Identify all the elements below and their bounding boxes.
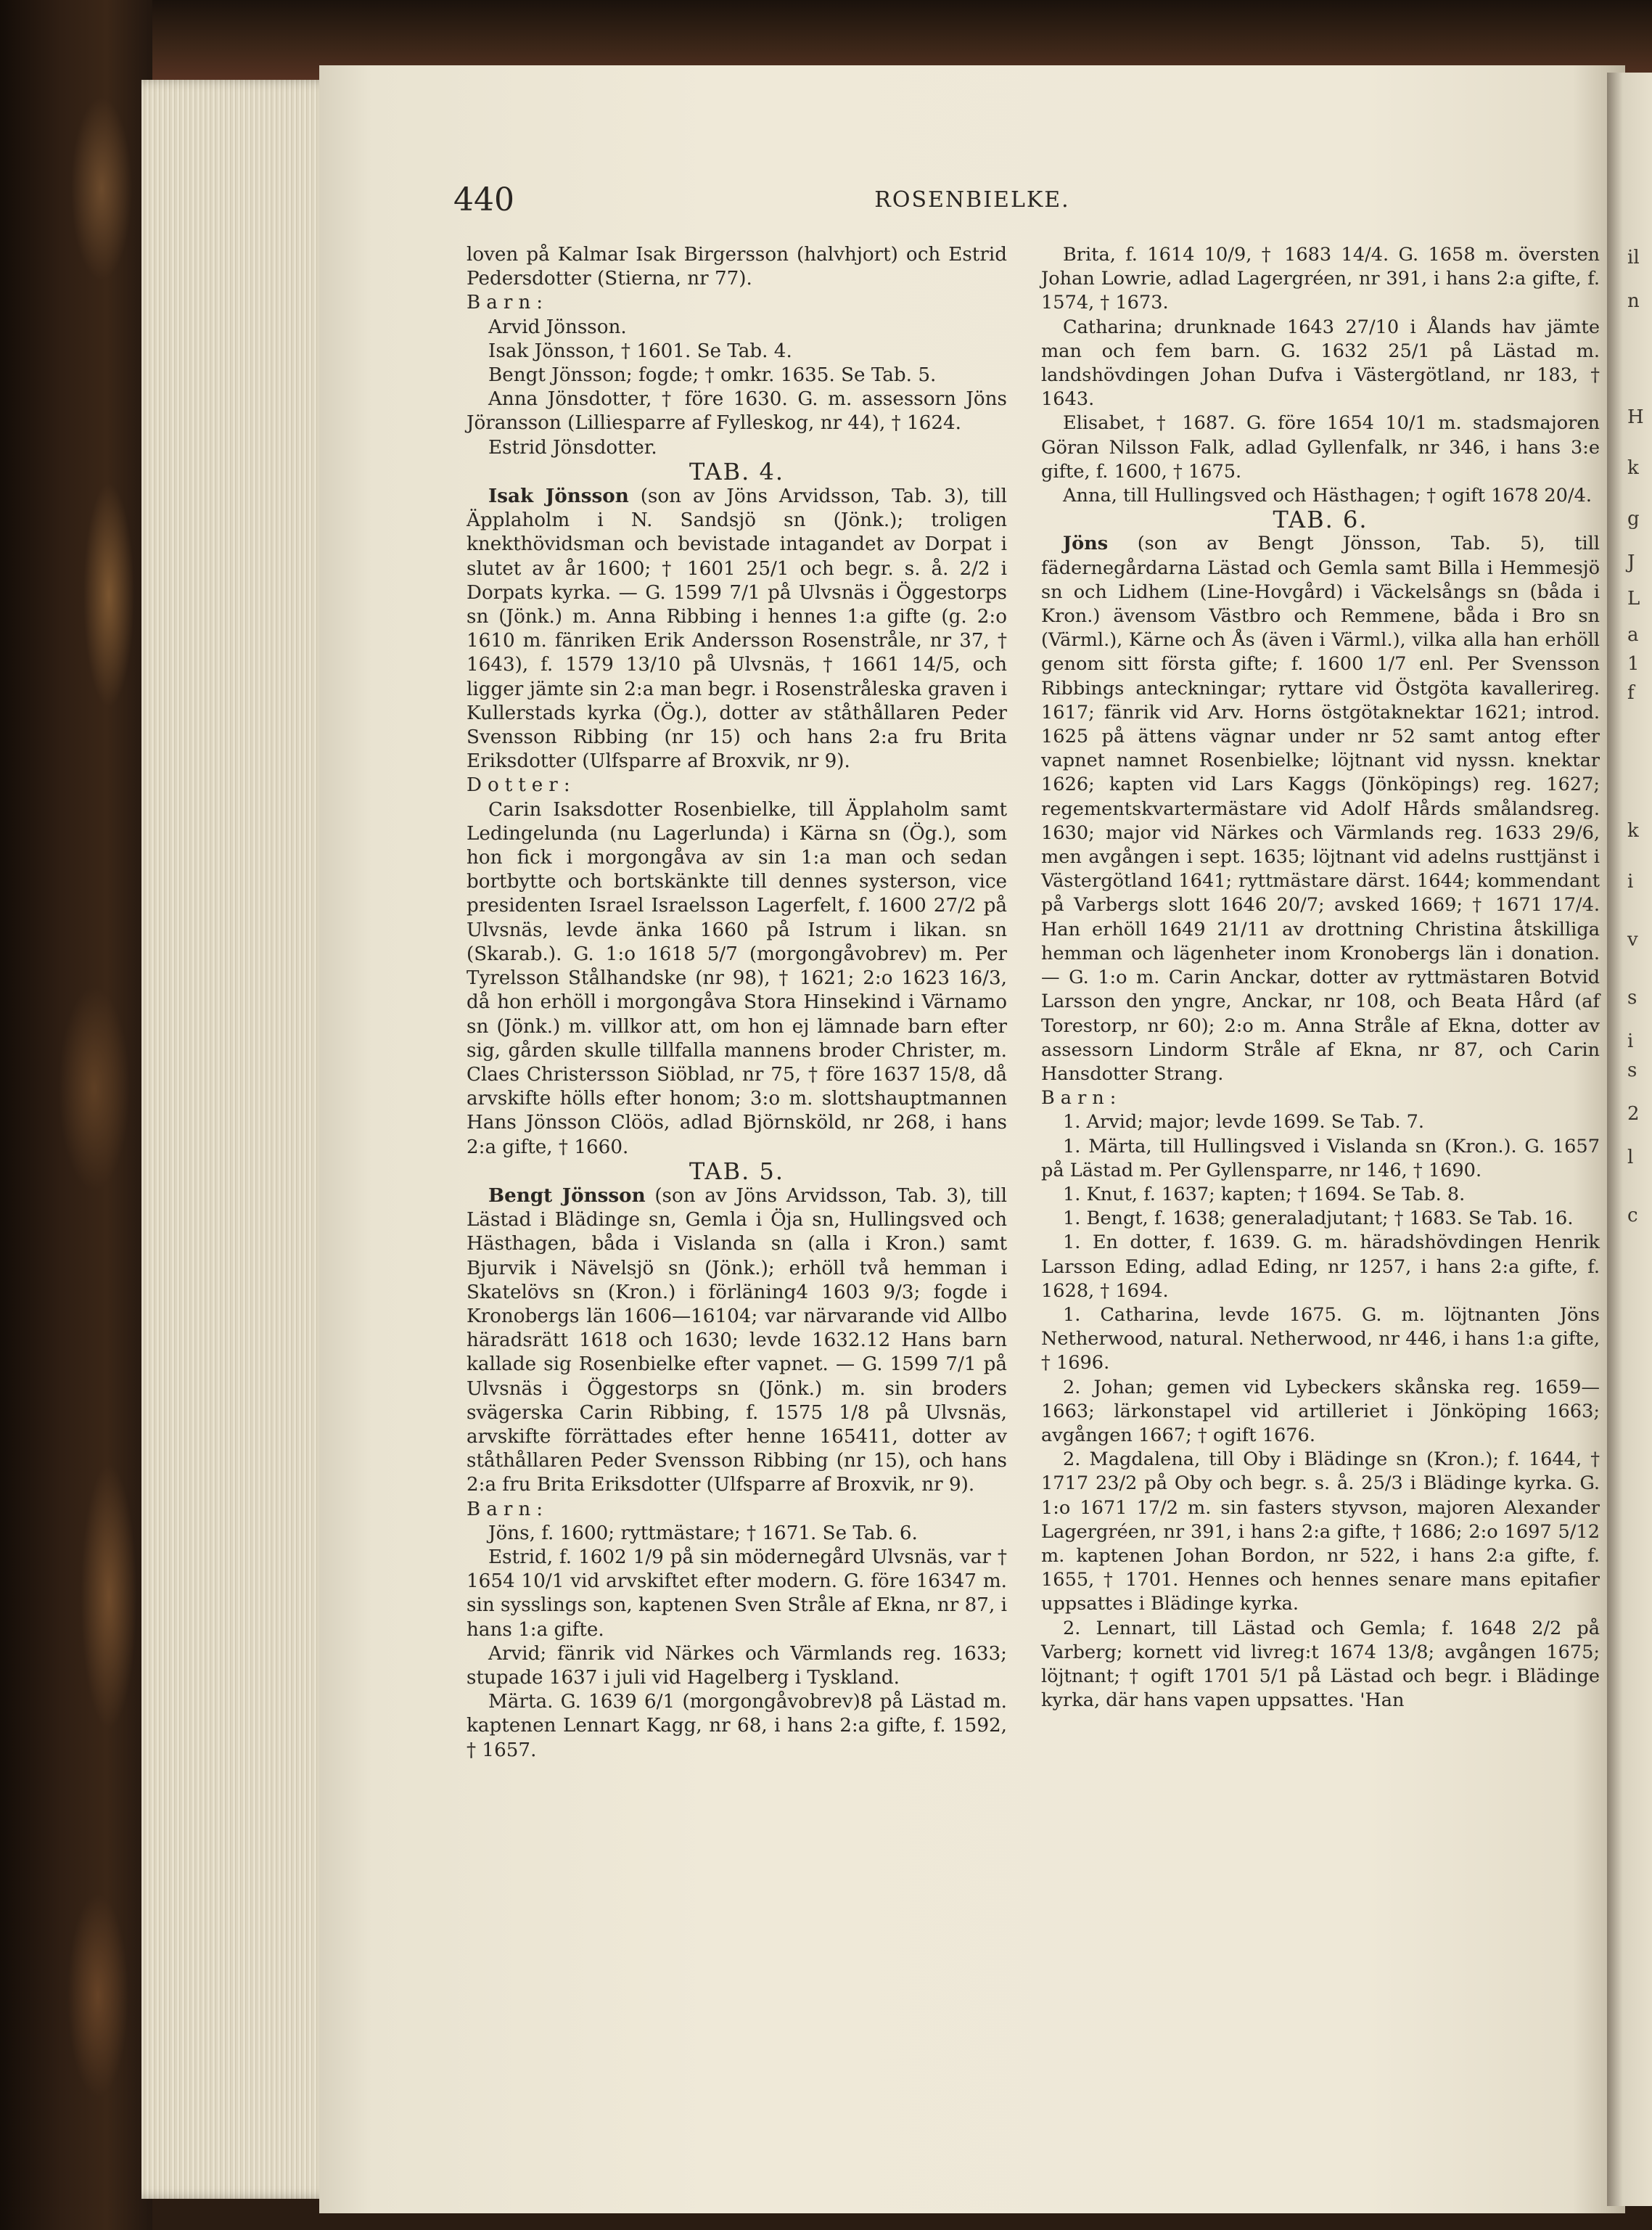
list-item: Elisabet, † 1687. G. före 1654 10/1 m. stadsmajoren Göran Nilsson Falk, adlad Gyllenfalk, nr 346, i hans 3:e gifte, f. 1600, † 1675. xyxy=(1041,412,1600,483)
entry-text: (son av Jöns Arvidsson, Tab. 3), till Lästad i Blädinge sn, Gemla i Öja sn, Hullingsved och Hästhagen, båda i Vislanda sn (alla i Kron.) samt Bjurvik i Nävelsjö sn (Jönk.); erhöll två hemman i Skatelövs sn (Kron.) i förläning4 1603 9/3; fogde i Kronobergs län 1606—16104; var närvarande vid Allbo häradsrätt 1618 och 1630; levde 1632.12 Hans barn kallade sig Rosenbielke efter vapnet. — G. 1599 7/1 på Ulvsnäs i Öggestorps sn (Jönk.) m. sin broders svägerska Carin Ribbing, f. 1575 1/8 på Ulvsnäs, arvskifte förrättades efter henne 165411, dotter av ståthållaren Peder Svensson Ribbing (nr 15), och hans 2:a fru Brita Eriksdotter (Ulfsparre af Broxvik, nr 9). xyxy=(467,1184,1008,1496)
next-page-fragment: k xyxy=(1627,820,1639,842)
section-label: Barn: xyxy=(1041,1087,1122,1110)
list-item: 2. Johan; gemen vid Lybeckers skånska reg. 1659—1663; lärkonstapel vid artilleriet i Jönköping 1663; avgången 1667; † ogift 1676. xyxy=(1041,1376,1600,1446)
page-number: 440 xyxy=(453,181,514,218)
list-item: Jöns, f. 1600; ryttmästare; † 1671. Se Tab. 6. xyxy=(488,1522,918,1544)
next-page-fragment: 1 xyxy=(1627,653,1640,675)
list-item: 2. Magdalena, till Oby i Blädinge sn (Kron.); f. 1644, † 1717 23/2 på Oby och begr. s. å. 25/3 i Blädinge kyrka. G. 1:o 1671 17/2 m. sin fasters styvson, majoren Alexander Lagergréen, nr 391, i hans 2:a gifte, † 1686; 2:o 1697 5/12 m. kaptenen Johan Bordon, nr 522, i hans 2:a gifte, f. 1655, † 1701. Hennes och hennes senare mans epitafier uppsattes i Blädinge kyrka. xyxy=(1041,1448,1600,1615)
list-item: Bengt Jönsson; fogde; † omkr. 1635. Se Tab. 5. xyxy=(488,364,937,387)
next-page-fragment: il xyxy=(1627,247,1640,268)
entry-text: (son av Jöns Arvidsson, Tab. 3), till Äpplaholm i N. Sandsjö sn (Jönk.); troligen knekthövidsman och bevistade intagandet av Dorpat i slutet av år 1600; † 1601 25/1 och begr. s. å. 2/2 i Dorpats kyrka. — G. 1599 7/1 på Ulvsnäs i Öggestorps sn (Jönk.) m. Anna Ribbing i hennes 1:a gifte (g. 2:o 1610 m. fänriken Erik Andersson Rosenstråle, nr 37, † 1643), f. 1579 13/10 på Ulvsnäs, † 1661 14/5, och ligger jämte sin 2:a man begr. i Rosenstråleska graven i Kullerstads kyrka (Ög.), dotter av ståthållaren Peder Svensson Ribbing (nr 15) och hans 2:a fru Brita Eriksdotter (Ulfsparre af Broxvik, nr 9). xyxy=(467,485,1007,773)
list-item: 1. Arvid; major; levde 1699. Se Tab. 7. xyxy=(1063,1111,1425,1134)
list-item: 1. En dotter, f. 1639. G. m. häradshövdingen Henrik Larsson Eding, adlad Eding, nr 1257, i hans 2:a gifte, f. 1628, † 1694. xyxy=(1041,1231,1600,1302)
list-item: 2. Lennart, till Lästad och Gemla; f. 1648 2/2 på Varberg; kornett vid livreg:t 1674 13/8; avgången 1675; löjtnant; † ogift 1701 5/1 på Lästad och begr. i Blädinge kyrka, där hans vapen uppsattes. 'Han xyxy=(1041,1617,1600,1712)
right-column xyxy=(1041,243,1600,1713)
running-head xyxy=(319,181,1625,225)
next-page-fragment: s xyxy=(1627,987,1637,1009)
next-page-fragment: i xyxy=(1627,871,1634,893)
next-page-fragment: a xyxy=(1627,624,1639,646)
next-page-fragment: s xyxy=(1627,1059,1637,1081)
entry-text: (son av Bengt Jönsson, Tab. 5), till fädernegårdarna Lästad och Gemla samt Billa i Hemmesjö sn och Lidhem (Line-Hovgård) i Väckelsångs sn (båda i Kron.) ävensom Västbro och Remmene, båda i Bro sn (Värml.), Kärne och Ås (även i Värml.), vilka alla han erhöll genom sitt första gifte; f. 1600 1/7 enl. Per Svensson Ribbings anteckningar; ryttare vid Östgöta kavallerireg. 1617; fänrik vid Arv. Horns östgötaknektar 1621; introd. 1625 på ättens vägnar under nr 52 samt antog efter vapnet namnet Rosenbielke; löjtnant vid nyssn. knektar 1626; kapten vid Lars Kaggs (Jönköpings) reg. 1627; regementskvartermästare vid Adolf Hårds smålandsreg. 1630; major vid Närkes och Värmlands reg. 1633 29/6, men avgången i sept. 1635; löjtnant vid adelns rusttjänst i Västergötland 1641; ryttmästare därst. 1644; kommendant på Varbergs slott 1646 20/7; avsked 1669; † 1671 17/4. Han erhöll 1649 21/11 av drottning Christina åtskilliga hemman och lägenheter inom Kronobergs län i donation. — G. 1:o m. Carin Anckar, dotter av ryttmästaren Botvid Larsson den yngre, Anckar, nr 108, och Beata Hård (af Torestorp, nr 60); 2:o m. Anna Stråle af Ekna, dotter av assessorn Lindorm Stråle af Ekna, nr 87, och Carin Hansdotter Strang. xyxy=(1041,533,1600,1085)
list-item: Anna Jönsdotter, † före 1630. G. m. assessorn Jöns Jöransson (Lilliesparre af Fylleskog, nr 44), † 1624. xyxy=(467,388,1007,435)
left-column xyxy=(467,243,1007,1763)
entry-paragraph xyxy=(1041,532,1600,1086)
table-heading: TAB. 5. xyxy=(689,1157,785,1185)
list-item: Anna, till Hullingsved och Hästhagen; † ogift 1678 20/4. xyxy=(1063,485,1592,507)
next-page-fragment: n xyxy=(1627,290,1640,312)
person-name: Isak Jönsson xyxy=(488,485,629,508)
next-page-fragment: g xyxy=(1627,508,1640,530)
list-item: Arvid; fänrik vid Närkes och Värmlands reg. 1633; stupade 1637 i juli vid Hagelberg i Tyskland. xyxy=(467,1642,1007,1689)
person-name: Bengt Jönsson xyxy=(488,1184,646,1207)
list-item: Estrid, f. 1602 1/9 på sin mödernegård Ulvsnäs, var † 1654 10/1 vid arvskiftet efter modern. G. före 16347 m. sin sysslings son, kaptenen Sven Stråle af Ekna, nr 87, i hans 1:a gifte. xyxy=(467,1546,1007,1641)
next-page-fragment: i xyxy=(1627,1030,1634,1052)
marbled-book-cover xyxy=(0,0,152,2230)
person-name: Jöns xyxy=(1063,533,1109,555)
paragraph: loven på Kalmar Isak Birgersson (halvhjort) och Estrid Pedersdotter (Stierna, nr 77). xyxy=(467,244,1007,290)
next-page-fragment: f xyxy=(1627,682,1635,704)
list-item: 1. Märta, till Hullingsved i Vislanda sn (Kron.). G. 1657 på Lästad m. Per Gyllensparre, nr 146, † 1690. xyxy=(1041,1135,1600,1181)
list-item: 1. Catharina, levde 1675. G. m. löjtnanten Jöns Netherwood, natural. Netherwood, nr 446, i hans 1:a gifte, † 1696. xyxy=(1041,1303,1600,1374)
list-item: Estrid Jönsdotter. xyxy=(488,436,657,459)
entry-paragraph xyxy=(467,484,1007,774)
next-page-fragment: L xyxy=(1627,588,1640,610)
next-page-fragment: l xyxy=(1627,1147,1634,1168)
list-item: 1. Bengt, f. 1638; generaladjutant; † 1683. Se Tab. 16. xyxy=(1063,1208,1574,1230)
section-label: Dotter: xyxy=(467,774,576,797)
next-page-edge xyxy=(1607,73,1652,2206)
book-page xyxy=(319,65,1625,2213)
list-item: Arvid Jönsson. xyxy=(488,316,627,338)
next-page-fragment: 2 xyxy=(1627,1103,1640,1125)
section-label: Barn: xyxy=(467,292,549,314)
section-label: Barn: xyxy=(467,1498,549,1520)
table-heading: TAB. 4. xyxy=(689,457,785,485)
next-page-fragment: H xyxy=(1627,406,1644,428)
list-item: Brita, f. 1614 10/9, † 1683 14/4. G. 1658 m. översten Johan Lowrie, adlad Lagergréen, nr 391, i hans 2:a gifte, f. 1574, † 1673. xyxy=(1041,244,1600,314)
table-heading: TAB. 6. xyxy=(1273,506,1368,534)
entry-paragraph xyxy=(467,1184,1007,1498)
next-page-fragment: v xyxy=(1627,929,1638,951)
next-page-fragment: k xyxy=(1627,457,1639,479)
list-item: 1. Knut, f. 1637; kapten; † 1694. Se Tab. 8. xyxy=(1063,1183,1466,1205)
running-title: ROSENBIELKE. xyxy=(874,187,1070,213)
list-item: Catharina; drunknade 1643 27/10 i Ålands hav jämte man och fem barn. G. 1632 25/1 på Lästad m. landshövdingen Johan Dufva i Västergötland, nr 183, † 1643. xyxy=(1041,316,1600,411)
next-page-fragment: J xyxy=(1627,552,1635,573)
list-item: Carin Isaksdotter Rosenbielke, till Äpplaholm samt Ledingelunda (nu Lagerlunda) i Kärna sn (Ög.), som hon fick i morgongåva av sin 1:a man och sedan bortbytte och bortskänkte till dennes systerson, vice presidenten Israel Israelsson Lagerfelt, f. 1600 27/2 på Ulvsnäs, levde änka 1660 på Istrum i likan. sn (Skarab.). G. 1:o 1618 5/7 (morgongåvobrev) m. Per Tyrelsson Stålhandske (nr 98), † 1621; 2:o 1623 16/3, då hon erhöll i morgongåva Stora Hinsekind i Värnamo sn (Jönk.) m. villkor att, om hon ej lämnade barn efter sig, gården skulle tillfalla mannens broder Christer, m. Claes Christersson Siöblad, nr 75, † före 1637 15/8, då arvskifte hölls efter honom; 3:o m. slottshauptmannen Hans Jönsson Clöös, adlad Björnsköld, nr 268, i hans 2:a gifte, † 1660. xyxy=(467,798,1007,1158)
next-page-fragment: c xyxy=(1627,1205,1638,1226)
list-item: Märta. G. 1639 6/1 (morgongåvobrev)8 på Lästad m. kaptenen Lennart Kagg, nr 68, i hans 2:a gifte, f. 1592, † 1657. xyxy=(467,1691,1007,1761)
list-item: Isak Jönsson, † 1601. Se Tab. 4. xyxy=(488,340,792,362)
